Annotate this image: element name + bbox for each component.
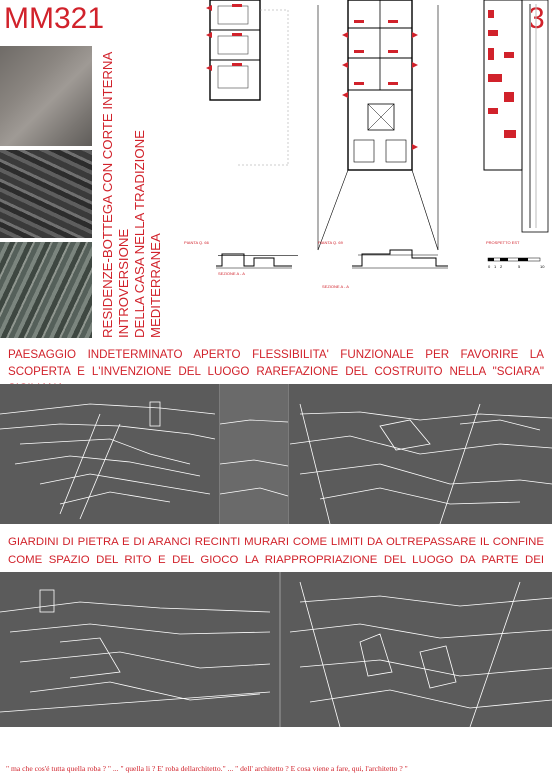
plan-1-label: PIANTA Q. 66 (184, 240, 209, 245)
perspective-band-2 (0, 572, 552, 727)
slogan-gardens: GIARDINI DI PIETRA E DI ARANCI RECINTI MURARI COME LIMITI DA OLTREPASSARE IL CONFINE COME SPAZIO DEL RITO E DEL GIOCO LA RIAPPROPRIAZIONE DEL LUOGO DA PARTE DEI (8, 536, 544, 566)
vertical-title (100, 48, 164, 338)
scale-number: 0 (488, 264, 491, 269)
perspective-views-2 (0, 572, 552, 727)
slogan-landscape: PAESAGGIO INDETERMINATO APERTO FLESSIBILITA' FUNZIONALE PER FAVORIRE LA SCOPERTA E L'INVENZIONE DEL LUOGO RAREFAZIONE DEL COSTRUITO NELLA "SCIARA" (8, 348, 544, 378)
perspective-band-1 (0, 384, 552, 524)
board-number: 3 (528, 2, 545, 35)
title-line-1: RESIDENZE-BOTTEGA CON CORTE INTERNA INTROVERSIONE (100, 52, 131, 338)
scale-number: 5 (518, 264, 521, 269)
scale-number: 2 (500, 264, 503, 269)
elevation-drawing (480, 0, 552, 240)
closing-quote: " ma che cos'é tutta quella roba ? " ... " quella li ? E' roba dellarchitetto." ... " dell' architetto ? E cosa viene a fare, qui, l'architetto ? " (6, 764, 408, 773)
elevation-label: PROSPETTO EST (486, 240, 520, 245)
stone-wall-photo (0, 150, 92, 238)
floor-plan-1 (178, 0, 298, 260)
section-1-label: SEZIONE A - A (218, 271, 245, 276)
floor-plan-2 (308, 0, 458, 260)
perspective-views-1 (0, 384, 552, 524)
lava-rock-photo (0, 242, 92, 338)
section-2-label: SEZIONE A - A (322, 284, 349, 289)
board-code: MM321 (4, 2, 105, 35)
plan-2-label: PIANTA Q. 69 (318, 240, 343, 245)
scale-number: 10 (540, 264, 545, 269)
section-2-drawing (350, 246, 450, 270)
scale-number: 1 (494, 264, 497, 269)
title-line-2: DELLA CASA NELLA TRADIZIONE MEDITERRANEA (132, 130, 163, 338)
scale-bar (486, 256, 546, 270)
stone-photo-top (0, 46, 92, 146)
section-1-drawing (214, 248, 294, 270)
